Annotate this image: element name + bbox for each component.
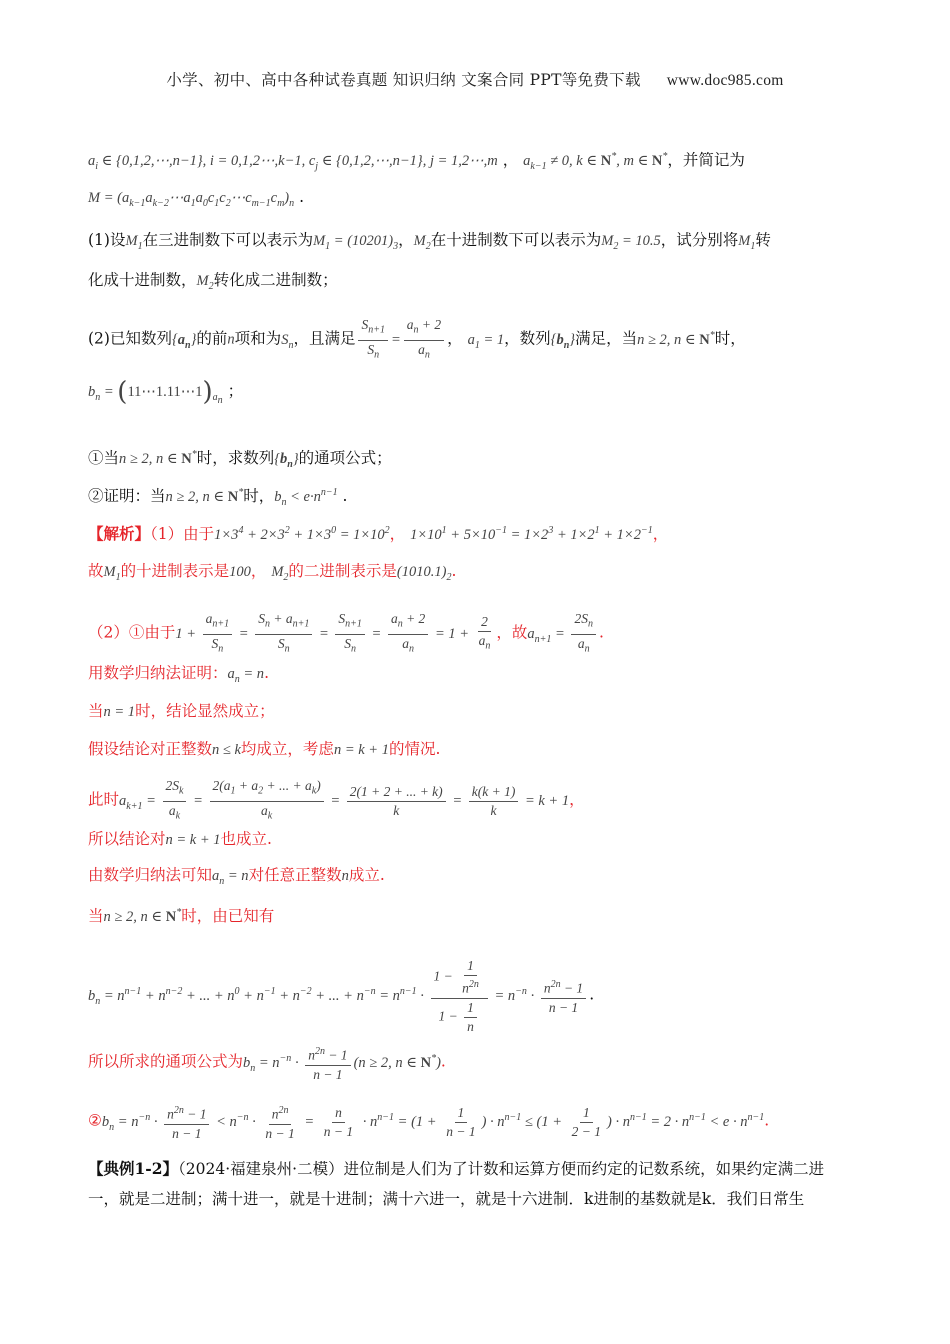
induction-line-3: 假设结论对正整数n ≤ k均成立，考虑n = k + 1的情况. [88,740,441,758]
part1-line-1: (1)设$M_1$在三进制数下可以表示为$M_1 = (10201)_3$，$M_2$在十进制数下可以表示为$M_2 = 10.5$，试分别将$M_1$转 [88,231,771,252]
page-header [0,68,950,90]
solution-part1-line2: 故$M_1$的十进制表示是100， $M_2$的二进制表示是$(1010.1)_2$. [88,562,457,583]
bn-derivation: $b_n = n^{n-1} + n^{n-2}$ + ... + $n^0 + n^{-1} + n^{-2}$ + ... + $n^{-n} = n^{n-1}$ · 1 − $\frac{1}{n^{2n}}$ 1 − $\frac{1}{n}$ = $n^{-n}$ · $\frac{n^{2n} - 1}{n - 1}$ . [88,958,595,1034]
induction-line-1: 用数学归纳法证明：$a_n = n$. [88,664,269,685]
induction-line-2: 当n = 1时，结论显然成立； [88,702,275,720]
part2-line: (2)已知数列$\{a_n\}$的前n项和为$S_n$，且满足 $\frac{S_{n+1}}{S_n}$ = $\frac{a_n + 2}{a_n}$ ， $a_1 = 1$，数列$\{b_n\}$满足，当n ≥ 2, n ∈ N*时， [88,317,746,361]
example-line-2: 一，就是二进制；满十进一，就是十进制；满十六进一，就是十六进制．k进制的基数就是k．我们日常生 [88,1190,805,1208]
header-title: 小学、初中、高中各种试卷真题 知识归纳 文案合同 PPT等免费下载 [166,71,641,89]
induction-line-4: 此时$a_{k+1}$ = $\frac{2S_k}{a_k}$ = $\frac{2(a_1 + a_2 + ... + a_k)}{a_k}$ = $\frac{2(1 + 2 + ... + k)}{k}$ = $\frac{k(k + 1)}{k}$ = k + 1， [88,778,585,822]
induction-line-7: 当n ≥ 2, n ∈ N*时，由已知有 [88,906,275,925]
question-1: ①当n ≥ 2, n ∈ N*时，求数列$\{b_n\}$的通项公式； [88,448,392,470]
definition-line-1: $a_i$ ∈ {0,1,2,⋯,n−1}, i = 0,1,2⋯,k−1, $c_j$ ∈ {0,1,2,⋯,n−1}, j = 1,2⋯,m ， $a_{k-1} \ne 0$, k ∈ N*, m ∈ N*，并简记为 [88,150,745,172]
induction-line-6: 由数学归纳法可知$a_n = n$对任意正整数n成立. [88,866,385,887]
definition-line-2: $M = (a_{k-1}a_{k-2}\cdots a_1a_0c_1c_2\cdots c_{m-1}c_m)_n$ . [88,188,304,209]
example-line-1: 【典例1-2】（2024·福建泉州·二模）进位制是人们为了计数和运算方便而约定的记数系统，如果约定满二进 [88,1159,825,1178]
header-site-link[interactable]: www.doc985.com [666,72,784,89]
solution-part2-line1: （2）①由于1 + $\frac{a_{n+1}}{S_n}$ = $\frac{S_n + a_{n+1}}{S_n}$ = $\frac{S_{n+1}}{S_n}$ = $\frac{a_n + 2}{a_n}$ = 1 + $\frac{2}{a_n}$ ，故$a_{n+1}$ = $\frac{2S_n}{a_n}$ . [88,611,604,655]
induction-line-5: 所以结论对n = k + 1也成立. [88,830,272,848]
bn-definition: $b_n$ = $(11\cdots 1.11\cdots 1)_{a_n}$ ； [88,377,244,407]
proof-part-2: $②b_n = n^{-n}$ · $\frac{n^{2n} - 1}{n - 1}$ < $n^{-n}$ · $\frac{n^{2n}}{n - 1}$ = $\frac{n}{n - 1}$ · $n^{n-1} = (1$ + $\frac{1}{n - 1}$ ) · $n^{n-1} \le (1$ + $\frac{1}{2 - 1}$ ) · $n^{n-1} = 2 \cdot n^{n-1} < e \cdot n^{n-1}$. [88,1104,770,1141]
solution-part1-line1: 【解析】（1）由于$1\times 3^4 + 2\times 3^2 + 1\times 3^0 = 1\times 10^2$， $1\times 10^1 + 5\times 10^{-1} = 1\times 2^3 + 1\times 2^1 + 1\times 2^{-1}$， [88,523,669,543]
general-formula: 所以所求的通项公式为$b_n = n^{-n}$ · $\frac{n^{2n} - 1}{n - 1}$ (n ≥ 2, n ∈ N*). [88,1046,446,1082]
question-2: ②证明：当n ≥ 2, n ∈ N*时，$b_n < e\cdot n^{n-1}$ . [88,486,348,508]
part1-line-2: 化成十进制数，$M_2$转化成二进制数； [88,271,338,292]
